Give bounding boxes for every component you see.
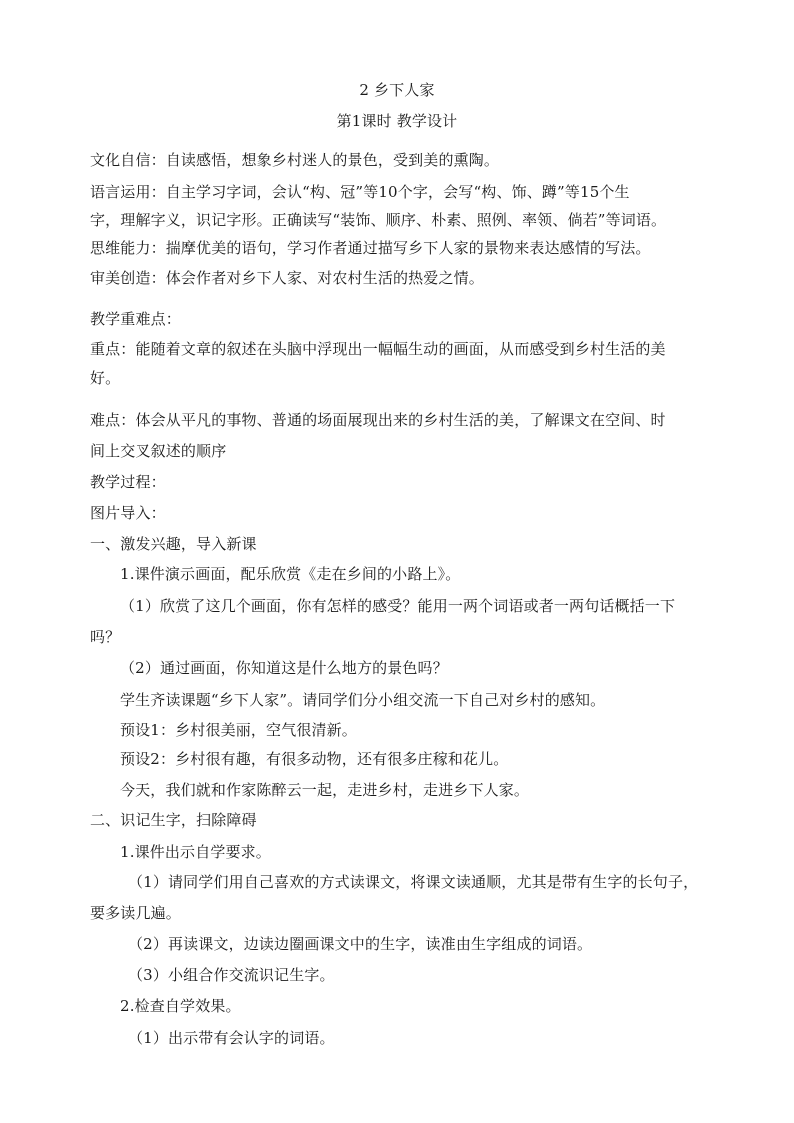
question: （2）通过画面，你知道这是什么地方的景色吗？	[120, 659, 448, 677]
requirement-line1: （1）请同学们用自己喜欢的方式读课文，将课文读通顺，尤其是带有生字的长句子，	[128, 873, 699, 891]
key-point-line2: 好。	[90, 369, 121, 387]
hard-point-line2: 间上交叉叙述的顺序	[90, 442, 227, 460]
preset-answer: 预设1：乡村很美丽，空气很清新。	[120, 721, 357, 739]
question-line1: （1）欣赏了这几个画面，你有怎样的感受？能用一两个词语或者一两句话概括一下	[120, 597, 676, 615]
goal-language-line1: 语言运用：自主学习字词，会认“构、冠”等10个字，会写“构、饰、蹲”等15个生	[90, 183, 630, 201]
requirement: （2）再读课文，边读边圈画课文中的生字，读准由生字组成的词语。	[128, 935, 593, 953]
section-title: 二、识记生字，扫除障碍	[90, 811, 257, 829]
preset-answer: 预设2：乡村很有趣，有很多动物，还有很多庄稼和花儿。	[120, 750, 509, 768]
hard-point-line1: 难点：体会从平凡的事物、普通的场面展现出来的乡村生活的美，了解课文在空间、时	[90, 411, 666, 429]
document-subtitle: 第1课时 教学设计	[336, 112, 458, 130]
goal-aesthetic: 审美创造：体会作者对乡下人家、对农村生活的热爱之情。	[90, 269, 484, 287]
process-heading: 教学过程：	[90, 473, 166, 491]
list-item: 1.课件出示自学要求。	[120, 843, 271, 861]
list-item: 1.课件演示画面，配乐欣赏《走在乡间的小路上》。	[120, 565, 461, 583]
requirement-line2: 要多读几遍。	[90, 904, 181, 922]
list-item: 2.检查自学效果。	[120, 997, 241, 1015]
goal-culture: 文化自信：自读感悟，想象乡村迷人的景色，受到美的熏陶。	[90, 151, 500, 169]
section-title: 一、激发兴趣，导入新课	[90, 535, 257, 553]
intro-label: 图片导入：	[90, 504, 166, 522]
goal-language-line2: 字，理解字义，识记字形。正确读写“装饰、顺序、朴素、照例、率领、倘若”等词语。	[90, 211, 667, 229]
key-point-line1: 重点：能随着文章的叙述在头脑中浮现出一幅幅生动的画面，从而感受到乡村生活的美	[90, 340, 666, 358]
requirement: （3）小组合作交流识记生字。	[128, 966, 335, 984]
read-instruction: 学生齐读课题“乡下人家”。请同学们分小组交流一下自己对乡村的感知。	[120, 691, 606, 709]
goal-thinking: 思维能力：揣摩优美的语句，学习作者通过描写乡下人家的景物来表达感情的写法。	[90, 239, 651, 257]
difficulty-heading: 教学重难点：	[90, 310, 181, 328]
document-title: 2 乡下人家	[359, 81, 435, 99]
question-line2: 吗？	[90, 628, 121, 646]
transition-text: 今天，我们就和作家陈醉云一起，走进乡村，走进乡下人家。	[120, 781, 530, 799]
check-item: （1）出示带有会认字的词语。	[128, 1029, 335, 1047]
